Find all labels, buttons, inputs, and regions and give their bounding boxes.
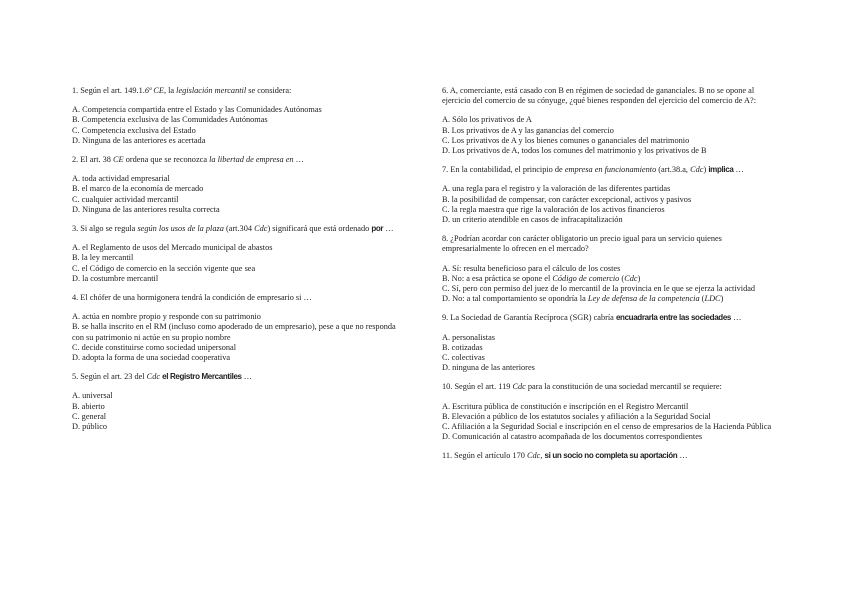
text-run: se considera: — [246, 86, 292, 95]
text-run: C. general — [72, 411, 107, 421]
answer-option — [72, 274, 402, 284]
text-run: … — [733, 165, 744, 175]
italic-run: Cdc — [254, 224, 268, 234]
bold-run: por — [371, 224, 384, 234]
text-run: (art.38.a, — [656, 165, 691, 175]
text-run: 2. El art. 38 — [72, 155, 114, 165]
text-run: ( — [699, 294, 705, 304]
answer-option — [72, 184, 402, 194]
text-run: D. ninguna de las anteriores — [442, 363, 535, 373]
answer-option — [442, 353, 778, 363]
text-run: D. Comunicación al catastro acompañada de los documentos correspondientes — [442, 432, 703, 442]
italic-run: Código de comercio — [552, 273, 620, 283]
answer-option — [72, 243, 402, 253]
text-run: C. decide constituirse como sociedad unipersonal — [72, 342, 237, 352]
text-run: C. el Código de comercio en la sección vigente que sea — [72, 263, 256, 273]
text-run: D. un criterio atendible en casos de infracapitalización — [442, 215, 623, 225]
left-column — [72, 86, 402, 441]
text-run: B. Elevación a público de los estatutos sociales y afiliación a la Seguridad Social — [442, 411, 711, 421]
answer-option — [72, 195, 402, 205]
text-run: C. Los privativos de A y los bienes comunes o gananciales del matrimonio — [442, 135, 690, 145]
text-run: C. Competencia exclusiva del Estado — [72, 125, 196, 135]
text-run: , — [540, 451, 545, 461]
text-run: 6. A, comerciante, está casado con B en régimen de sociedad de gananciales. B no se opone al ejercicio del comercio de su cónyuge, ¿qué bienes responden del ejercicio del comercio de A?: — [442, 86, 756, 106]
answer-option — [72, 343, 402, 353]
question-stem — [442, 451, 778, 461]
text-run: , la — [163, 86, 177, 95]
answer-option — [442, 333, 778, 343]
italic-run: CE — [113, 155, 124, 165]
text-run: 9. La Sociedad de Garantía Recíproca (SGR) cabría — [442, 313, 616, 323]
text-run: C. colectivas — [442, 353, 485, 363]
italic-run: la libertad de empresa en — [209, 155, 294, 165]
text-run: ) significará que está ordenado — [267, 224, 372, 234]
answer-option — [72, 126, 402, 136]
text-run: B. la ley mercantil — [72, 253, 134, 263]
text-run: 11. Según el artículo 170 — [442, 451, 527, 461]
answer-option — [442, 432, 778, 442]
text-run: B. Competencia exclusiva de las Comunidades Autónomas — [72, 115, 268, 125]
bold-run: el Registro Mercantiles — [162, 372, 242, 382]
text-run: B. Los privativos de A y las ganancias del comercio — [442, 125, 614, 135]
italic-run: Cdc — [512, 382, 526, 392]
text-run: … — [677, 451, 688, 461]
text-run: ) — [720, 294, 724, 304]
text-run: 3. Si algo se regula — [72, 224, 138, 234]
text-run: … — [383, 224, 394, 234]
text-run: A. Sí: resulta beneficioso para el cálculo de los costes — [442, 263, 621, 273]
text-run: A. una regla para el registro y la valoración de las diferentes partidas — [442, 184, 671, 194]
answer-option — [72, 136, 402, 146]
text-run: D. adopta la forma de una sociedad cooperativa — [72, 353, 231, 363]
question-block — [442, 234, 778, 304]
question-block — [442, 382, 778, 442]
text-run: (art.304 — [223, 224, 255, 234]
italic-run: legislación mercantil — [176, 86, 247, 95]
answer-option — [442, 184, 778, 194]
text-run: ( — [619, 273, 625, 283]
italic-run: empresa en funcionamiento — [564, 165, 657, 175]
text-run: A. el Reglamento de usos del Mercado municipal de abastos — [72, 243, 273, 253]
text-run: A. Escritura pública de constitución e inscripción en el Registro Mercantil — [442, 401, 689, 411]
text-run: C. Sí, pero con permiso del juez de lo mercantil de la provincia en le que se ejerza la actividad — [442, 284, 756, 294]
text-run: B. el marco de la economía de mercado — [72, 184, 204, 194]
answer-option — [442, 195, 778, 205]
text-run: 5. Según el art. 23 del — [72, 372, 147, 382]
answer-option — [72, 312, 402, 322]
question-block — [72, 155, 402, 215]
answer-option — [442, 363, 778, 373]
answer-option — [72, 264, 402, 274]
question-stem — [72, 372, 402, 382]
italic-run: Cdc — [690, 165, 704, 175]
answer-option — [442, 215, 778, 225]
answer-option — [442, 284, 778, 294]
text-run: ) — [637, 273, 641, 283]
question-block — [442, 451, 778, 461]
text-run: ordena que se reconozca — [123, 155, 210, 165]
italic-run: 6ª CE — [144, 86, 164, 95]
text-run: C. cualquier actividad mercantil — [72, 194, 179, 204]
answer-option — [442, 422, 778, 432]
answer-option — [72, 174, 402, 184]
answer-option — [442, 274, 778, 284]
answer-option — [72, 115, 402, 125]
italic-run: Cdc — [624, 273, 638, 283]
bold-run: si un socio no completa su aportación — [544, 451, 678, 461]
text-run: ) — [703, 165, 709, 175]
text-run: … — [731, 313, 742, 323]
answer-option — [72, 353, 402, 363]
answer-option — [72, 422, 402, 432]
right-column — [442, 86, 778, 471]
question-stem — [72, 155, 402, 165]
answer-option — [72, 253, 402, 263]
text-run: 1. Según el art. 149.1. — [72, 86, 145, 95]
text-run: 4. El chófer de una hormigonera tendrá la condición de empresario si … — [72, 293, 312, 303]
italic-run: Cdc — [526, 451, 541, 461]
answer-option — [442, 205, 778, 215]
text-run: D. No: a tal comportamiento se opondría la — [442, 294, 588, 304]
answer-option — [72, 205, 402, 215]
text-run: C. Afiliación a la Seguridad Social e inscripción en el censo de empresarios de la Hacienda Pública — [442, 422, 772, 432]
text-run: … — [293, 155, 304, 165]
text-run: B. No: a esa práctica se opone el — [442, 273, 553, 283]
question-stem — [72, 86, 402, 96]
question-block — [72, 372, 402, 432]
text-run: D. Los privativos de A, todos los comunes del matrimonio y los privativos de B — [442, 146, 707, 156]
answer-option — [72, 391, 402, 401]
text-run: A. personalistas — [442, 332, 495, 342]
question-stem — [442, 86, 778, 106]
answer-option — [442, 146, 778, 156]
italic-run: Ley de defensa de la competencia — [587, 294, 700, 304]
text-run: A. Competencia compartida entre el Estado y las Comunidades Autónomas — [72, 105, 322, 115]
question-stem — [442, 165, 778, 175]
text-run: 7. En la contabilidad, el principio de — [442, 165, 565, 175]
question-block — [72, 224, 402, 284]
text-run: 8. ¿Podrían acordar con carácter obligatorio un precio igual para un servicio quienes empresarialmente lo ofrecen en el mercado? — [442, 234, 722, 254]
bold-run: implica — [708, 165, 734, 175]
text-run: B. la posibilidad de compensar, con carácter excepcional, activos y pasivos — [442, 194, 692, 204]
answer-option — [442, 412, 778, 422]
question-block — [72, 86, 402, 146]
question-stem — [72, 293, 402, 303]
question-stem — [442, 313, 778, 323]
answer-option — [442, 136, 778, 146]
text-run: D. Ninguna de las anteriores es acertada — [72, 135, 206, 145]
question-stem — [72, 224, 402, 234]
text-run: B. abierto — [72, 401, 105, 411]
question-stem — [442, 234, 778, 254]
text-run: D. la costumbre mercantil — [72, 273, 159, 283]
answer-option — [442, 264, 778, 274]
italic-run: según los usos de la plaza — [137, 224, 224, 234]
text-run: B. se halla inscrito en el RM (incluso como apoderado de un empresario), pese a que no responda con su patrimonio ni actúe en su propio nombre — [72, 322, 396, 342]
answer-option — [442, 115, 778, 125]
text-run: C. la regla maestra que rige la valoración de los activos financieros — [442, 204, 665, 214]
text-run: D. Ninguna de las anteriores resulta correcta — [72, 204, 220, 214]
text-run: para la constitución de una sociedad mercantil se requiere: — [525, 382, 722, 392]
answer-option — [442, 126, 778, 136]
answer-option — [72, 402, 402, 412]
italic-run: Cdc — [146, 372, 161, 382]
answer-option — [442, 402, 778, 412]
text-run: … — [241, 372, 253, 382]
question-stem — [442, 382, 778, 392]
answer-option — [442, 294, 778, 304]
bold-run: encuadrarla entre las sociedades — [615, 313, 732, 323]
answer-option — [72, 105, 402, 115]
text-run: 10. Según el art. 119 — [442, 382, 513, 392]
answer-option — [442, 343, 778, 353]
question-block — [442, 313, 778, 373]
question-block — [72, 293, 402, 363]
italic-run: LDC — [704, 294, 721, 304]
question-block — [442, 165, 778, 225]
text-run: B. cotizadas — [442, 342, 483, 352]
text-run: A. universal — [72, 391, 113, 401]
text-run: D. público — [72, 422, 108, 432]
question-block — [442, 86, 778, 156]
answer-option — [72, 412, 402, 422]
text-run: A. actúa en nombre propio y responde con su patrimonio — [72, 312, 261, 322]
answer-option — [72, 322, 402, 342]
text-run: A. toda actividad empresarial — [72, 174, 170, 184]
text-run: A. Sólo los privativos de A — [442, 115, 532, 125]
